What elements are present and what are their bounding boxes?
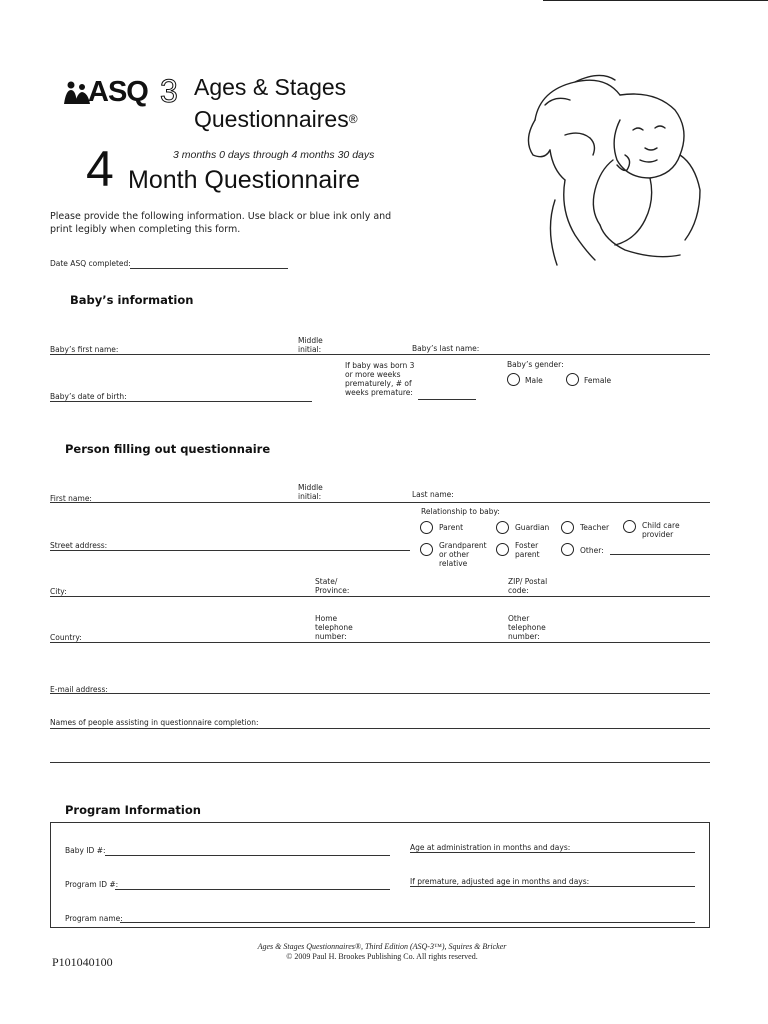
baby-dob-label: Baby’s date of birth: <box>50 392 127 401</box>
assisting-line-2[interactable] <box>50 762 710 763</box>
program-name-label: Program name: <box>65 914 123 923</box>
baby-last-name-label: Baby’s last name: <box>412 344 480 353</box>
premature-weeks-line[interactable] <box>418 399 476 400</box>
baby-id-line[interactable] <box>105 855 390 856</box>
female-radio[interactable] <box>566 373 579 386</box>
teacher-radio[interactable] <box>561 521 574 534</box>
city-state-zip-line[interactable] <box>50 596 710 597</box>
age-admin-label: Age at administration in months and days: <box>410 843 571 852</box>
date-completed-line[interactable] <box>130 268 288 269</box>
premature-weeks-label: If baby was born 3 or more weeks prematurely, # of weeks premature: <box>345 361 415 397</box>
brand-name: Questionnaires <box>194 106 349 132</box>
age-admin-line[interactable] <box>410 852 695 853</box>
baby-name-line[interactable] <box>50 354 710 355</box>
foster-parent-radio[interactable] <box>496 543 509 556</box>
questionnaire-title: Month Questionnaire <box>128 166 361 194</box>
footer-copyright-line-1: Ages & Stages Questionnaires®, Third Edition (ASQ-3™), Squires & Bricker <box>257 942 507 951</box>
adjusted-age-line[interactable] <box>410 886 695 887</box>
female-label: Female <box>584 376 612 385</box>
home-phone-label: Home telephone number: <box>315 614 353 641</box>
country-phone-line[interactable] <box>50 642 710 643</box>
registered-mark: ® <box>348 112 358 126</box>
person-name-line[interactable] <box>50 502 710 503</box>
date-completed-label: Date ASQ completed: <box>50 259 131 268</box>
zip-postal-label: ZIP/ Postal code: <box>508 577 548 595</box>
form-code: P101040100 <box>52 955 113 969</box>
child-care-provider-radio[interactable] <box>623 520 636 533</box>
grandparent-label: Grandparent or other relative <box>439 541 487 568</box>
baby-id-label: Baby ID #: <box>65 846 106 855</box>
person-last-name-label: Last name: <box>412 490 454 499</box>
mother-and-baby-illustration <box>505 60 720 275</box>
baby-gender-label: Baby’s gender: <box>507 360 564 369</box>
instructions-text: Please provide the following information. Use black or blue ink only and print legibly when completing this form. <box>50 211 392 235</box>
other-label: Other: <box>580 546 604 555</box>
other-relationship-line[interactable] <box>610 554 710 555</box>
baby-dob-line[interactable] <box>50 401 312 402</box>
program-id-label: Program ID #: <box>65 880 119 889</box>
assisting-line-1[interactable] <box>50 728 710 729</box>
foster-parent-label: Foster parent <box>515 541 540 559</box>
logo-number: 3 <box>160 73 178 109</box>
grandparent-radio[interactable] <box>420 543 433 556</box>
child-care-provider-label: Child care provider <box>642 521 680 539</box>
footer-copyright-line-2: © 2009 Paul H. Brookes Publishing Co. All rights reserved. <box>286 952 478 961</box>
baby-middle-initial-label: Middle initial: <box>298 336 323 354</box>
other-radio[interactable] <box>561 543 574 556</box>
email-line[interactable] <box>50 693 710 694</box>
program-info-box <box>50 822 710 928</box>
other-phone-label: Other telephone number: <box>508 614 546 641</box>
brand-line-2 <box>194 106 358 133</box>
relationship-label: Relationship to baby: <box>421 507 500 516</box>
state-province-label: State/ Province: <box>315 577 350 595</box>
brand-line-1: Ages & Stages <box>194 74 347 100</box>
street-address-label: Street address: <box>50 541 108 550</box>
parent-radio[interactable] <box>420 521 433 534</box>
program-id-line[interactable] <box>115 889 390 890</box>
program-name-line[interactable] <box>120 922 695 923</box>
street-address-line[interactable] <box>50 550 410 551</box>
teacher-label: Teacher <box>580 523 610 532</box>
city-label: City: <box>50 587 67 596</box>
program-info-heading: Program Information <box>65 803 201 817</box>
male-radio[interactable] <box>507 373 520 386</box>
guardian-label: Guardian <box>515 523 550 532</box>
logo-asq-text: ASQ <box>88 76 148 108</box>
top-edge-rule <box>543 0 768 1</box>
country-label: Country: <box>50 633 82 642</box>
email-label: E-mail address: <box>50 685 108 694</box>
person-info-heading: Person filling out questionnaire <box>65 442 271 456</box>
male-label: Male <box>525 376 543 385</box>
baby-info-heading: Baby’s information <box>70 293 194 307</box>
assisting-label: Names of people assisting in questionnaire completion: <box>50 718 259 727</box>
person-first-name-label: First name: <box>50 494 92 503</box>
parent-label: Parent <box>439 523 464 532</box>
adjusted-age-label: If premature, adjusted age in months and days: <box>410 877 590 886</box>
baby-first-name-label: Baby’s first name: <box>50 345 119 354</box>
age-range: 3 months 0 days through 4 months 30 days <box>173 149 375 161</box>
person-middle-initial-label: Middle initial: <box>298 483 323 501</box>
age-number: 4 <box>86 141 114 197</box>
guardian-radio[interactable] <box>496 521 509 534</box>
